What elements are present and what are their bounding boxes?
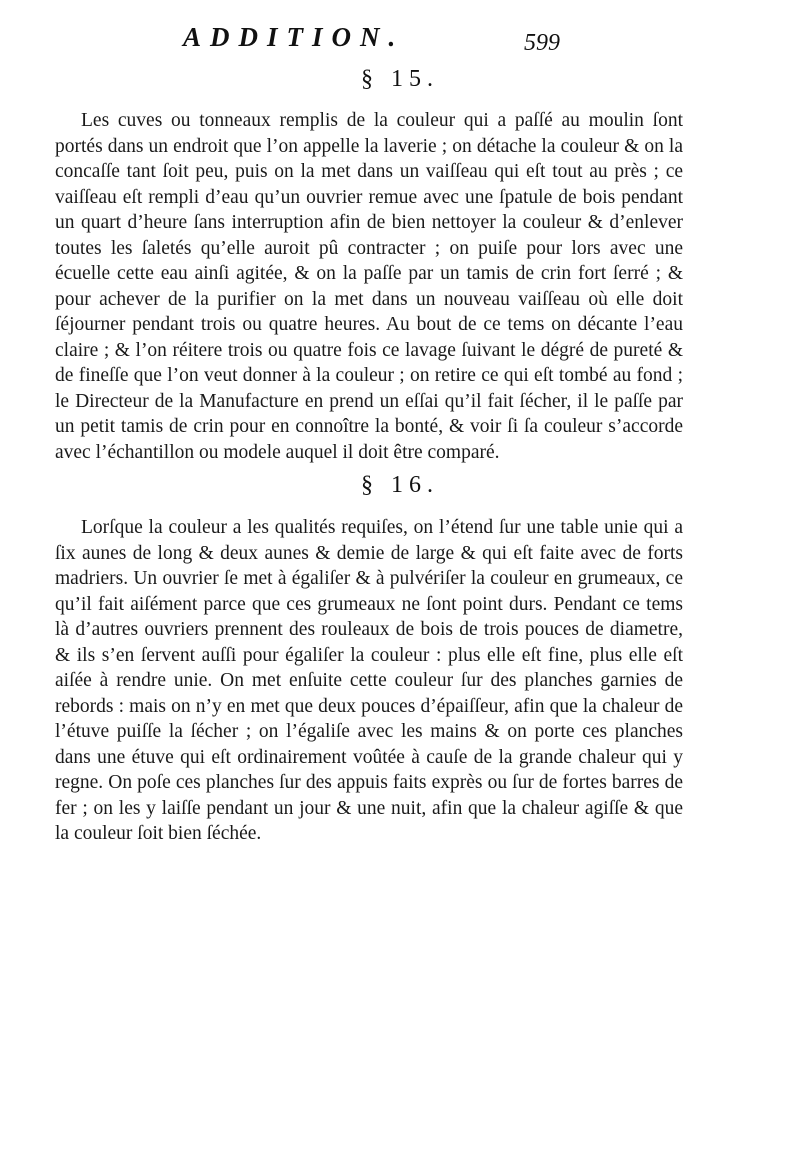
section-heading-16: § 16. <box>361 472 439 498</box>
section-16-paragraph: Lorſque la couleur a les qualités requiſes, on l’étend ſur une table unie qui a ſix aunes de long & deux aunes & demie de large & qui eſt faite avec de forts madriers. Un ouvrier ſe met à égaliſer & à pulvériſer la couleur en grumeaux, ce qu’il fait aiſément parce que ces grumeaux ne ſont point durs. Pendant ce tems là d’autres ouvriers prennent des rouleaux de bois de trois pouces de diametre, & ils s’en ſervent auſſi pour égaliſer la couleur : plus elle eſt fine, plus elle eſt aiſée à rendre unie. On met enſuite cette couleur ſur des planches garnies de rebords : mais on n’y en met que deux pouces d’épaiſſeur, afin que la chaleur de l’étuve puiſſe la ſécher ; on l’égaliſe avec les mains & on porte ces planches dans une étuve qui eſt ordinairement voûtée à cauſe de la grande chaleur qui y regne. On poſe ces planches ſur des appuis faits exprès ou ſur de fortes barres de fer ; on les y laiſſe pendant un jour & une nuit, afin que la chaleur agiſſe & que la couleur ſoit bien ſéchée. <box>55 517 683 844</box>
section-15-paragraph: Les cuves ou tonneaux remplis de la couleur qui a paſſé au moulin ſont portés dans un endroit que l’on appelle la laverie ; on détache la couleur & on la concaſſe tant ſoit peu, puis on la met dans un vaiſſeau qui eſt tout au près ; ce vaiſſeau eſt rempli d’eau qu’un ouvrier remue avec une ſpatule de bois pendant un quart d’heure ſans interruption afin de bien nettoyer la couleur & d’enlever toutes les ſaletés qu’elle auroit pû contracter ; on puiſe pour lors avec une écuelle cette eau ainſi agitée, & on la paſſe par un tamis de crin fort ſerré ; & pour achever de la purifier on la met dans un nouveau vaiſſeau où elle doit ſéjourner pendant trois ou quatre heures. Au bout de ce tems on décante l’eau claire ; & l’on réitere trois ou quatre fois ce lavage ſuivant le dégré de pureté & de fineſſe que l’on veut donner à la couleur ; on retire ce qui eſt tombé au fond ; le Directeur de la Manufacture en prend un eſſai qu’il fait ſécher, il le paſſe par un petit tamis de crin pour en connoître la bonté, & voir ſi ſa couleur s’accorde avec l’échantillon ou modele auquel il doit être comparé. <box>55 110 683 463</box>
section-heading-15: § 15. <box>361 66 439 92</box>
page-number: 599 <box>524 30 560 56</box>
running-title: ADDITION. <box>183 22 405 52</box>
running-header <box>0 18 800 58</box>
